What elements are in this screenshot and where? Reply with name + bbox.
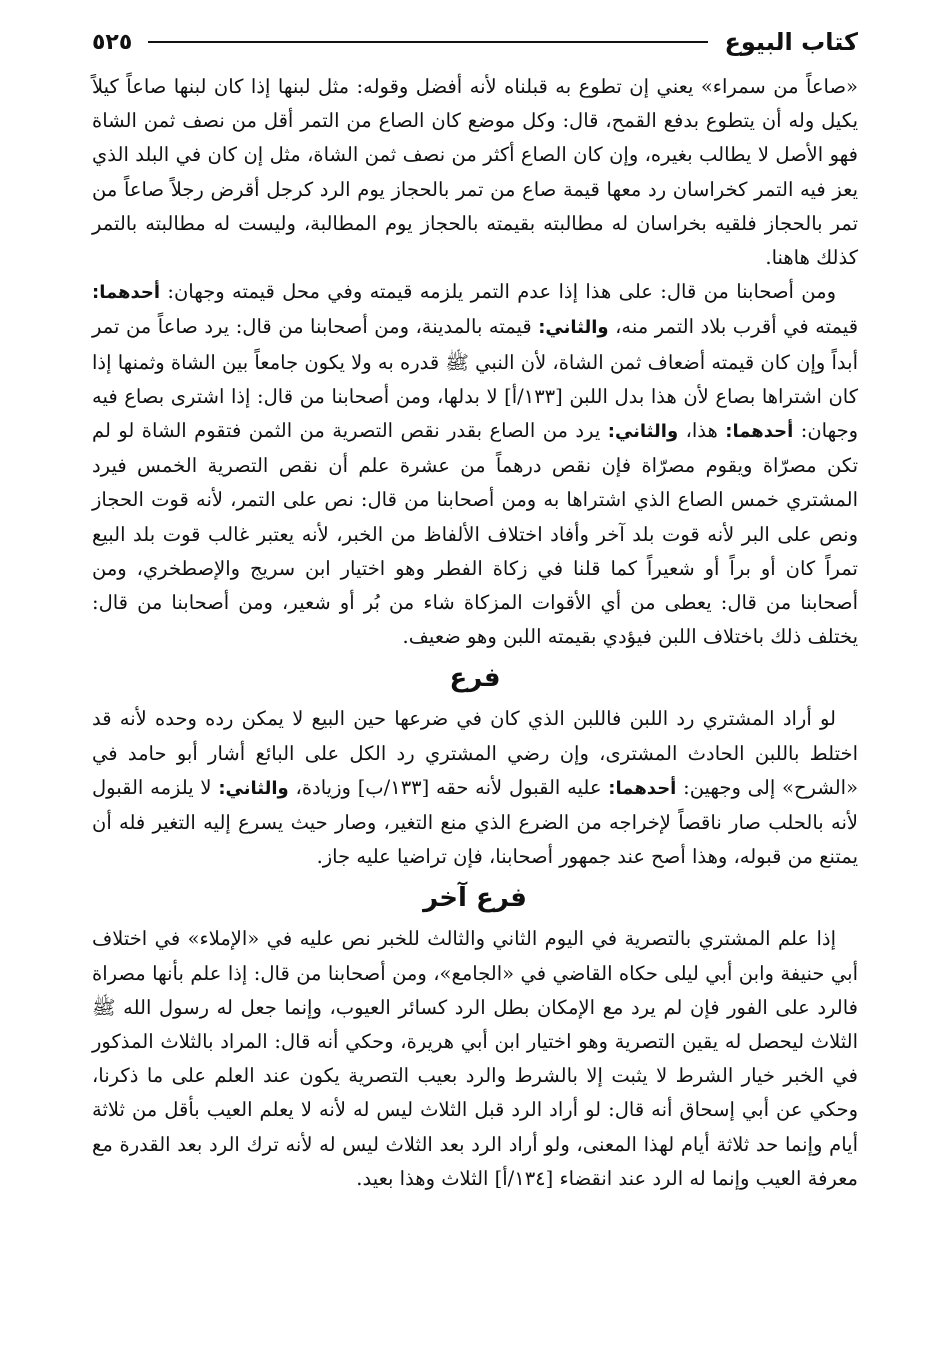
running-header [92,20,858,64]
section-heading-branch: فرع [449,663,501,694]
paragraph-2-second-text: قيمته بالمدينة، ومن أصحابنا من قال: يرد صاعاً من تمر أبداً وإن كان قيمته أضعاف ثمن الشاة، لأن النبي ﷺ قدره به ولا يكون جامعاً بين الشاة وثمنها إذا كان اشتراها بصاع لأن هذا بدل اللبن [١٣٣/أ] لا بدلها، ومن أصحابنا من قال: إذا اشترى بصاع فيه وجهان: [92,315,859,443]
keyword-first-3: أحدهما: [608,777,677,799]
paragraph-2-first-text: قيمته في أقرب بلاد التمر منه، [615,315,859,339]
keyword-second-2: والثاني: [607,421,679,443]
paragraph-3-text: لو أراد المشتري رد اللبن فاللبن الذي كان في ضرعها حين البيع لا يمكن رده وحده لأنه قد اختلط باللبن الحادث المشترى، وإن رضي المشتري رد الكل على البائع أشار أبو حامد في «الشرح» إلى وجهين: [92,707,859,799]
paragraph-2-text: ومن أصحابنا من قال: على هذا إذا عدم التمر يلزمه قيمته وفي محل قيمته وجهان: [167,280,836,304]
keyword-second-3: والثاني: [218,777,289,799]
page-number: ٥٢٥ [92,29,133,55]
body-text [92,70,858,1196]
keyword-first-2: أحدهما: [725,421,794,443]
header-rule [148,41,708,43]
paragraph-3 [92,702,858,874]
paragraph-1 [92,70,858,275]
paragraph-2 [92,275,858,654]
paragraph-3-first-text: عليه القبول لأنه حقه [١٣٣/ب] وزيادة، [295,775,602,799]
paragraph-2-third-text: هذا، [685,419,718,443]
book-page [92,20,858,1352]
paragraph-1-text: «صاعاً من سمراء» يعني إن تطوع به قبلناه لأنه أفضل وقوله: مثل لبنها إذا كان لبنها صاعاً كيلاً يكيل وله أن يتطوع بدفع القمح، قال: وكل موضع كان الصاع من التمر أقل من نصف ثمن الشاة فهو الأصل لا يطالب بغيره، وإن كان الصاع أكثر من نصف ثمن الشاة، مثل إن كان في البلد الذي يعز فيه التمر كخراسان رد معها قيمة صاع من تمر بالحجاز يوم الرد كرجل أقرض رجلاً صاعاً من تمر بالحجاز فلقيه بخراسان له مطالبته بقيمته بالحجاز يوم المطالبة، وليست له مطالبته بالتمر كذلك هاهنا. [92,75,858,270]
paragraph-3-second-text: لا يلزمه القبول لأنه بالحلب صار ناقصاً لإخراجه من الضرع الذي منع التغير، وصار حيث يسرع إليه التغير فله أن يمتنع من قبوله، وهذا أصح عند جمهور أصحابنا، فإن تراضيا عليه جاز. [92,775,858,869]
paragraph-2-fourth-text: يرد من الصاع بقدر نقص التصرية من الثمن فتقوم الشاة لو لم تكن مصرّاة ويقوم مصرّاة فإن نقص درهماً من عشرة علم أن نقص التصرية الخمس فيرد المشتري خمس الصاع الذي اشتراها به ومن أصحابنا من قال: نص على التمر، لأنه قوت الحجاز ونص على البر لأنه قوت بلد آخر وأفاد اختلاف الألفاظ من الخبر، لأنه يعتبر غالب قوت بلد البيع تمراً كان أو براً أو شعيراً كما قلنا في زكاة الفطر وهو اختيار ابن سريج والإصطخري، ومن أصحابنا من قال: يعطى من أي الأقوات المزكاة شاء من بُر أو شعير، ومن أصحابنا من قال: يختلف ذلك باختلاف اللبن فيؤدي بقيمته اللبن وهو ضعيف. [92,419,858,649]
header-title: كتاب البيوع [724,28,858,56]
paragraph-4-text: إذا علم المشتري بالتصرية في اليوم الثاني والثالث للخبر نص عليه في «الإملاء» في اختلاف أبي حنيفة وابن أبي ليلى حكاه القاضي في «الجامع»، ومن أصحابنا من قال: إذا علم بأنها مصراة فالرد على الفور فإن لم يرد مع الإمكان بطل الرد كسائر العيوب، وإنما جعل له رسول الله ﷺ الثلاث ليحصل له يقين التصرية وهو اختيار ابن أبي هريرة، وحكي أنه قال: المراد بالثلاث المذكور في الخبر خيار الشرط لا يثبت إلا بالشرط والرد بعيب التصرية يكون عند العلم على ما ذكرنا، وحكي عن أبي إسحاق أنه قال: لو أراد الرد قبل الثلاث ليس له لأنه لا يعلم العيب بأقل من ثلاثة أيام وإنما حد ثلاثة أيام لهذا المعنى، ولو أراد الرد بعد الثلاث ليس له لأنه ترك الرد بعد القدرة مع معرفة العيب وإنما له الرد عند انقضاء [١٣٤/أ] الثلاث وهذا بعيد. [92,927,858,1190]
keyword-first: أحدهما: [92,282,161,304]
section-heading-another-branch: فرع آخر [423,883,527,914]
paragraph-4 [92,922,858,1196]
keyword-second: والثاني: [538,317,609,339]
